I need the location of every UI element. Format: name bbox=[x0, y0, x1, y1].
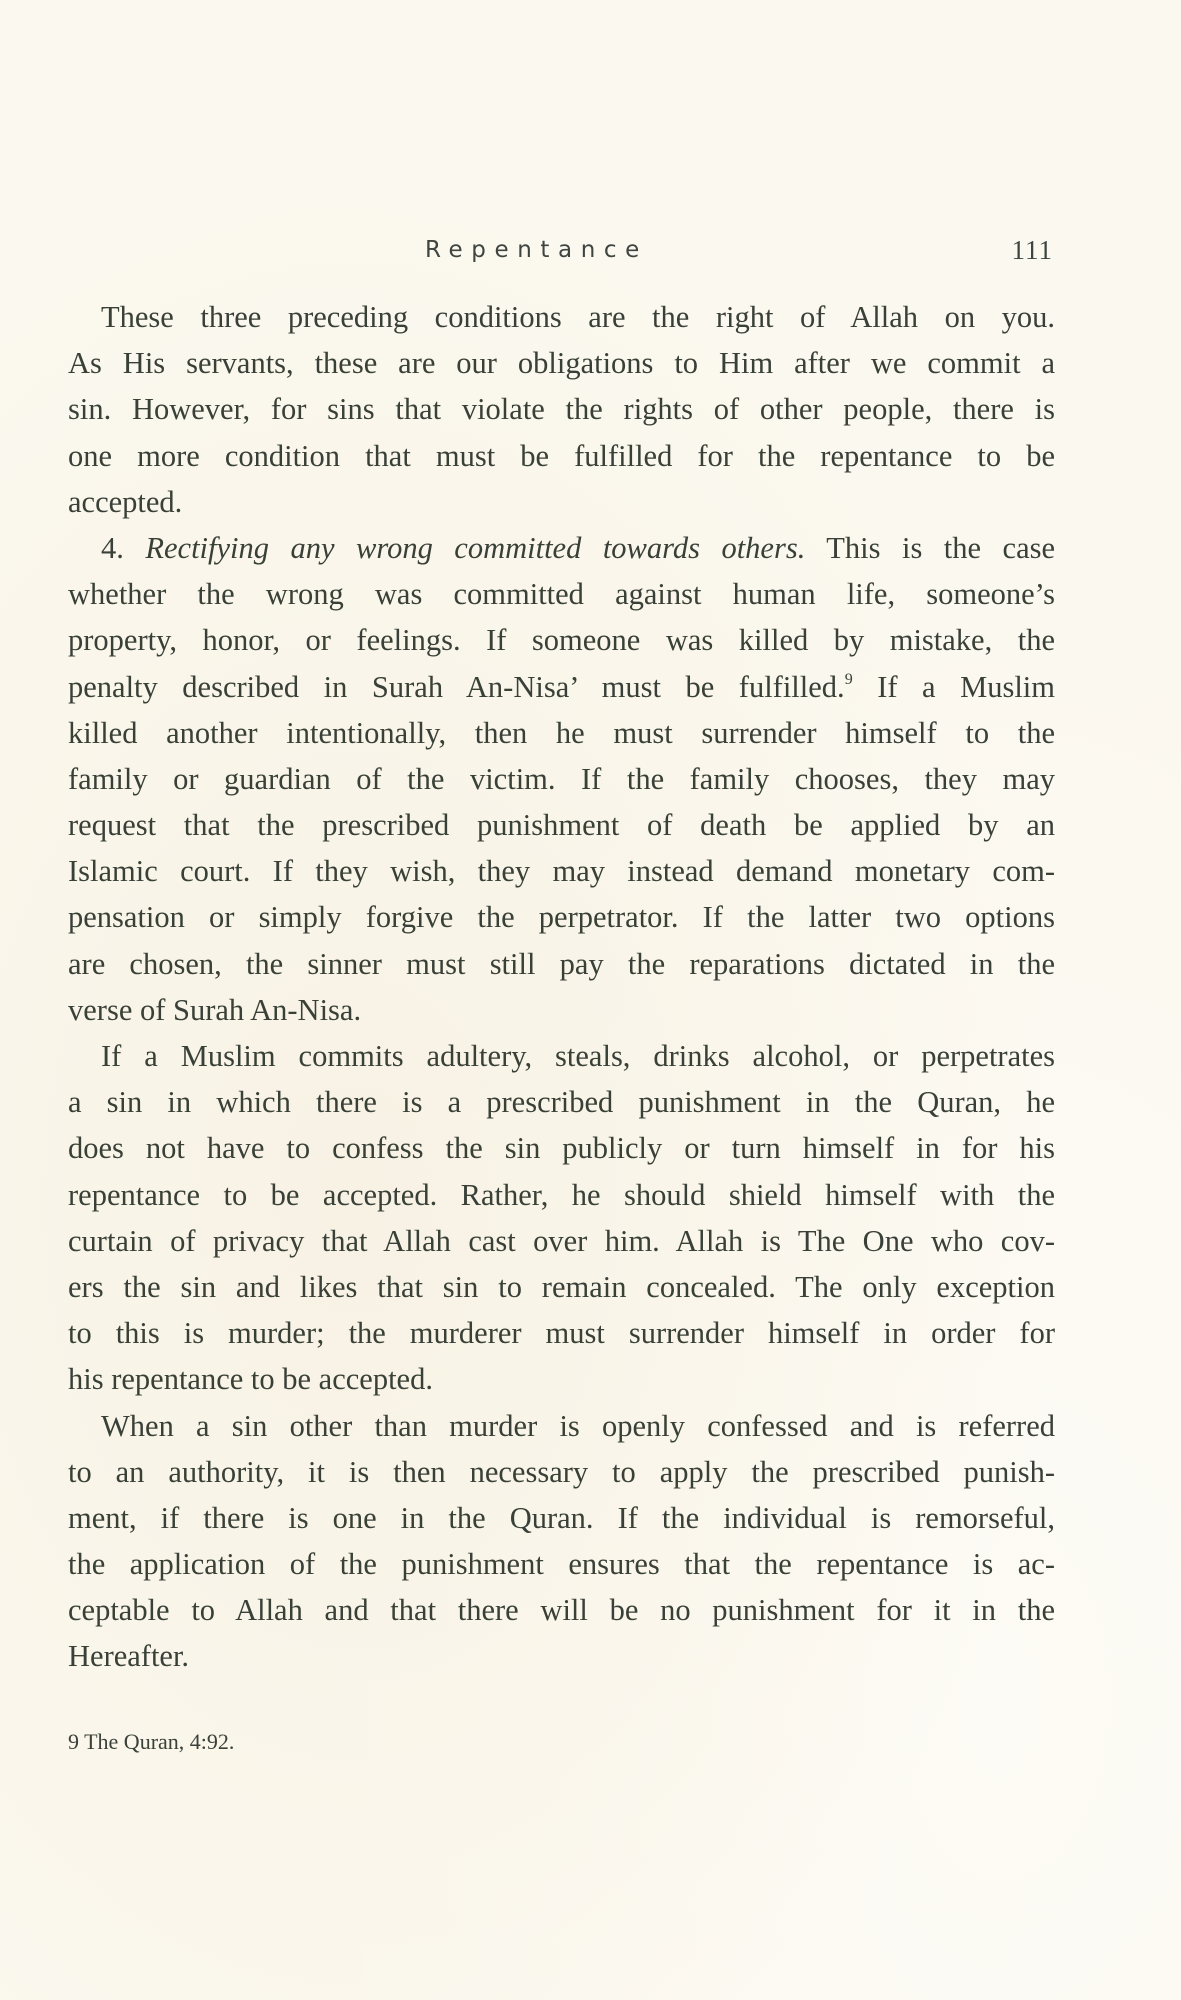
text-line: curtain of privacy that Allah cast over him. Allah is The One who cov- bbox=[68, 1223, 1055, 1258]
text-line: property, honor, or feelings. If someone was killed by mistake, the bbox=[68, 623, 1055, 658]
footnote: 9 The Quran, 4:92. bbox=[68, 1729, 235, 1754]
text-line: These three preceding conditions are the right of Allah on you. bbox=[101, 300, 1055, 334]
footnote-ref[interactable]: 9 bbox=[844, 670, 853, 688]
text-line: are chosen, the sinner must still pay the reparations dictated in the bbox=[68, 946, 1055, 981]
paragraph bbox=[68, 294, 1055, 525]
running-head bbox=[68, 232, 1055, 268]
text-line: As His servants, these are our obligations to Him after we commit a bbox=[68, 346, 1055, 381]
line-text: penalty described in Surah An-Nisa’ must be fulfilled. bbox=[68, 669, 845, 704]
text-line bbox=[68, 525, 1055, 571]
paragraph bbox=[68, 1033, 1055, 1403]
text-line: to this is murder; the murderer must surrender himself in order for bbox=[68, 1316, 1055, 1351]
text-line: to an authority, it is then necessary to apply the prescribed punish- bbox=[68, 1454, 1055, 1489]
text-line: request that the prescribed punishment of death be applied by an bbox=[68, 808, 1055, 843]
text-line: one more condition that must be fulfilled for the repentance to be bbox=[68, 438, 1055, 473]
text-line: his repentance to be accepted. bbox=[68, 1362, 433, 1397]
text-line: does not have to confess the sin publicly or turn himself in for his bbox=[68, 1131, 1055, 1166]
line-text: If a Muslim bbox=[852, 669, 1056, 704]
text-line: whether the wrong was committed against human life, someone’s bbox=[68, 577, 1055, 612]
paragraph-condition-4 bbox=[68, 525, 1055, 1033]
text-line: a sin in which there is a prescribed punishment in the Quran, he bbox=[68, 1085, 1055, 1120]
body-text bbox=[68, 294, 1055, 1680]
text-line: verse of Surah An-Nisa. bbox=[68, 992, 362, 1027]
text-line: family or guardian of the victim. If the family chooses, they may bbox=[68, 761, 1055, 796]
text-line: ceptable to Allah and that there will be no punishment for it in the bbox=[68, 1593, 1055, 1628]
text-line: Islamic court. If they wish, they may instead demand monetary com- bbox=[68, 854, 1055, 889]
text-line bbox=[68, 664, 1055, 710]
text-line: the application of the punishment ensures that the repentance is ac- bbox=[68, 1547, 1055, 1582]
text-line: ment, if there is one in the Quran. If the individual is remorseful, bbox=[68, 1500, 1055, 1535]
text-line: Hereafter. bbox=[68, 1639, 190, 1674]
text-line: When a sin other than murder is openly confessed and is referred bbox=[101, 1408, 1055, 1443]
list-number: 4. bbox=[101, 530, 124, 565]
paragraph bbox=[68, 1403, 1055, 1680]
text-line: sin. However, for sins that violate the rights of other people, there is bbox=[68, 392, 1055, 427]
text-line: ers the sin and likes that sin to remain concealed. The only exception bbox=[68, 1269, 1055, 1304]
page-number: 111 bbox=[1011, 235, 1053, 265]
text-line: accepted. bbox=[68, 484, 183, 519]
text-line: repentance to be accepted. Rather, he should shield himself with the bbox=[68, 1177, 1055, 1212]
text-line: pensation or simply forgive the perpetrator. If the latter two options bbox=[68, 900, 1055, 935]
line-text: This is the case bbox=[826, 530, 1056, 565]
chapter-title: Repentance bbox=[425, 237, 648, 263]
text-line: If a Muslim commits adultery, steals, drinks alcohol, or perpetrates bbox=[101, 1039, 1055, 1073]
text-line: killed another intentionally, then he must surrender himself to the bbox=[68, 715, 1055, 750]
italic-heading: Rectifying any wrong committed towards others. bbox=[145, 530, 806, 565]
